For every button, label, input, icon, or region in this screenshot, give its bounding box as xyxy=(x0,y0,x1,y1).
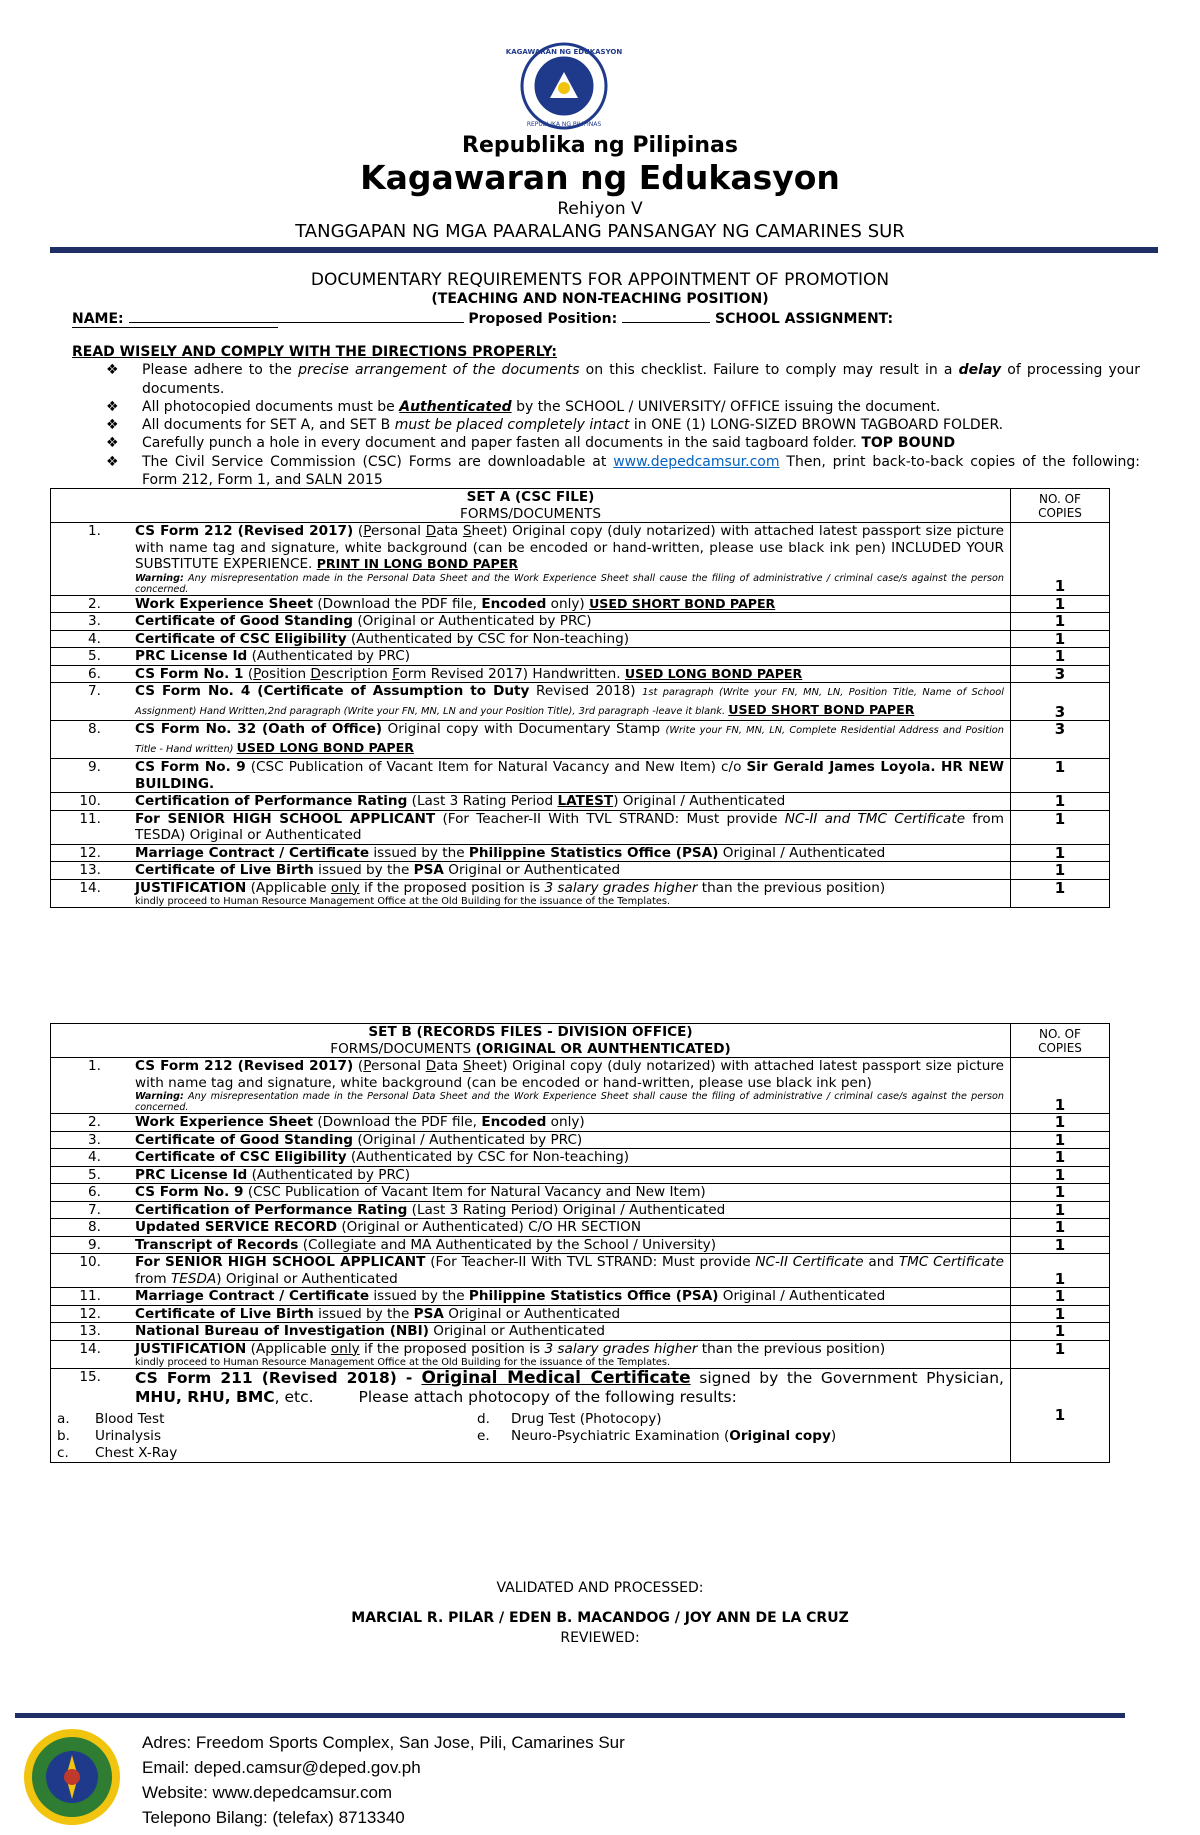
set-a-table xyxy=(50,488,1110,908)
footer-divider xyxy=(15,1713,1125,1718)
bullet-icon: ❖ xyxy=(106,417,119,434)
footer-phone: Telepono Bilang: (telefax) 8713340 xyxy=(142,1808,405,1827)
copies-value: 3 xyxy=(1011,665,1110,683)
header-department: Kagawaran ng Edukasyon xyxy=(360,158,840,197)
bullet-icon: ❖ xyxy=(106,453,119,470)
copies-value: 1 xyxy=(1011,759,1110,793)
table-row: 10. Certification of Performance Rating (Last 3 Rating Period LATEST) Original / Authenticated 1 xyxy=(51,793,1110,811)
direction-item: ❖ Carefully punch a hole in every document and paper fasten all documents in the said tagboard folder. TOP BOUND xyxy=(106,435,956,452)
bullet-icon: ❖ xyxy=(106,398,119,415)
table-row: 15. CS Form 211 (Revised 2018) - Original Medical Certificate signed by the Government Physician, MHU, RHU, BMC, etc. Please attach photocopy of the following results: a. Blood Test b. Urinalysis c. Chest X-Ray d. Drug Test (Photocopy) e. Neuro-Psychiatric Examination (Original copy) 1 xyxy=(51,1369,1110,1463)
table-row: 6. CS Form No. 1 (Position Description Form Revised 2017) Handwritten. USED LONG BOND PAPER 3 xyxy=(51,665,1110,683)
table-row: 2. Work Experience Sheet (Download the PDF file, Encoded only) 1 xyxy=(51,1114,1110,1132)
table-row: 11. Marriage Contract / Certificate issued by the Philippine Statistics Office (PSA) Original / Authenticated 1 xyxy=(51,1288,1110,1306)
copies-value: 1 xyxy=(1011,523,1110,596)
direction-item: ❖ All photocopied documents must be Authenticated by the SCHOOL / UNIVERSITY/ OFFICE issuing the document. xyxy=(106,398,941,415)
footer-address: Adres: Freedom Sports Complex, San Jose, Pili, Camarines Sur xyxy=(142,1733,625,1752)
copies-value: 1 xyxy=(1011,1254,1110,1288)
bullet-icon: ❖ xyxy=(106,435,119,452)
direction-item: ❖ The Civil Service Commission (CSC) Forms are downloadable at www.depedcamsur.com Then, print back-to-back copies of the following: Form 212, Form 1, and SALN 2015 xyxy=(106,453,1141,489)
copies-value: 1 xyxy=(1011,1236,1110,1254)
copies-value: 1 xyxy=(1011,595,1110,613)
copies-value: 1 xyxy=(1011,1288,1110,1306)
table-row: 14. JUSTIFICATION (Applicable only if the proposed position is 3 salary grades higher than the previous position) kindly proceed to Human Resource Management Office at the Old Building for the issuance of the Templates. 1 xyxy=(51,1340,1110,1369)
table-row: 11. For SENIOR HIGH SCHOOL APPLICANT (For Teacher-II With TVL STRAND: Must provide NC-II and TMC Certificate from TESDA) Original or Authenticated 1 xyxy=(51,810,1110,844)
table-row: 1. CS Form 212 (Revised 2017) (Personal Data Sheet) Original copy (duly notarized) with attached latest passport size picture with name tag and signature, white background (can be encoded or hand-written, please use black ink pen) Warning: Any misrepresentation made in the Personal Data Sheet and the Work Experience Sheet shall cause the filing of administrative / criminal case/s against the person concerned. 1 xyxy=(51,1058,1110,1114)
footer-website[interactable]: Website: www.depedcamsur.com xyxy=(142,1783,393,1802)
copies-value: NO. OF COPIES xyxy=(1011,489,1110,523)
copies-value: 1 xyxy=(1011,810,1110,844)
seal-text-top: KAGAWARAN NG EDUKASYON xyxy=(505,48,623,56)
name-position-line xyxy=(72,309,1152,327)
copies-value: 1 xyxy=(1011,1305,1110,1323)
table-row: 8. Updated SERVICE RECORD (Original or Authenticated) C/O HR SECTION 1 xyxy=(51,1219,1110,1237)
table-row: 5. PRC License Id (Authenticated by PRC) 1 xyxy=(51,1166,1110,1184)
table-row: 3. Certificate of Good Standing (Original / Authenticated by PRC) 1 xyxy=(51,1131,1110,1149)
table-row: 13. National Bureau of Investigation (NBI) Original or Authenticated 1 xyxy=(51,1323,1110,1341)
copies-value: 1 xyxy=(1011,862,1110,880)
copies-value: 1 xyxy=(1011,1058,1110,1114)
copies-value: NO. OF COPIES xyxy=(1011,1024,1110,1058)
deped-seal-logo xyxy=(505,42,623,130)
table-row: 9. CS Form No. 9 (CSC Publication of Vacant Item for Natural Vacancy and New Item) c/o Sir Gerald James Loyola. HR NEW BUILDING. 1 xyxy=(51,759,1110,793)
table-row: 10. For SENIOR HIGH SCHOOL APPLICANT (For Teacher-II With TVL STRAND: Must provide NC-II Certificate and TMC Certificate from TESDA) Original or Authenticated 1 xyxy=(51,1254,1110,1288)
table-row: 4. Certificate of CSC Eligibility (Authenticated by CSC for Non-teaching) 1 xyxy=(51,630,1110,648)
copies-value: 1 xyxy=(1011,1149,1110,1167)
table-row: 5. PRC License Id (Authenticated by PRC) 1 xyxy=(51,648,1110,666)
copies-value: 1 xyxy=(1011,1219,1110,1237)
position-label: Proposed Position: xyxy=(468,311,618,327)
copies-value: 1 xyxy=(1011,613,1110,631)
name-blank[interactable] xyxy=(129,309,464,323)
copies-value: 1 xyxy=(1011,1323,1110,1341)
seal-text-bottom: REPUBLIKA NG PILIPINAS xyxy=(526,121,602,128)
table-row: 1. CS Form 212 (Revised 2017) (Personal Data Sheet) Original copy (duly notarized) with attached latest passport size picture with name tag and signature, white background (can be encoded or hand-written, please use black ink pen) INCLUDED YOUR SUBSTITUTE EXPERIENCE. PRINT IN LONG BOND PAPER Warning: Any misrepresentation made in the Personal Data Sheet and the Work Experience Sheet shall cause the filing of administrative / criminal case/s against the person concerned. 1 xyxy=(51,523,1110,596)
copies-value: 1 xyxy=(1011,793,1110,811)
copies-value: 3 xyxy=(1011,721,1110,759)
copies-value: 1 xyxy=(1011,630,1110,648)
copies-value: 1 xyxy=(1011,648,1110,666)
copies-value: 1 xyxy=(1011,1114,1110,1132)
table-row: 7. Certification of Performance Rating (Last 3 Rating Period) Original / Authenticated 1 xyxy=(51,1201,1110,1219)
copies-value: 3 xyxy=(1011,683,1110,721)
copies-value: 1 xyxy=(1011,1184,1110,1202)
copies-value: 1 xyxy=(1011,879,1110,908)
directions xyxy=(72,343,1140,489)
table-row: 2. Work Experience Sheet (Download the PDF file, Encoded only) USED SHORT BOND PAPER 1 xyxy=(51,595,1110,613)
table-row: 8. CS Form No. 32 (Oath of Office) Original copy with Documentary Stamp (Write your FN, MN, LN, Complete Residential Address and Position Title - Hand written) USED LONG BOND PAPER 3 xyxy=(51,721,1110,759)
table-row: 14. JUSTIFICATION (Applicable only if the proposed position is 3 salary grades higher than the previous position) kindly proceed to Human Resource Management Office at the Old Building for the issuance of the Templates. 1 xyxy=(51,879,1110,908)
copies-value: 1 xyxy=(1011,1166,1110,1184)
directions-heading: READ WISELY AND COMPLY WITH THE DIRECTIONS PROPERLY: xyxy=(72,344,557,360)
website-link[interactable]: www.depedcamsur.com xyxy=(613,453,780,470)
set-a-header: SET A (CSC FILE) FORMS/DOCUMENTS xyxy=(51,489,1011,523)
copies-value: 1 xyxy=(1011,844,1110,862)
table-row: 12. Marriage Contract / Certificate issued by the Philippine Statistics Office (PSA) Original / Authenticated 1 xyxy=(51,844,1110,862)
copies-value: 1 xyxy=(1011,1369,1110,1463)
school-blank[interactable] xyxy=(72,327,278,328)
table-row: 6. CS Form No. 9 (CSC Publication of Vacant Item for Natural Vacancy and New Item) 1 xyxy=(51,1184,1110,1202)
school-label: SCHOOL ASSIGNMENT: xyxy=(715,311,894,327)
table-row: 3. Certificate of Good Standing (Original or Authenticated by PRC) 1 xyxy=(51,613,1110,631)
direction-item: ❖ All documents for SET A, and SET B must be placed completely intact in ONE (1) LONG-SIZED BROWN TAGBOARD FOLDER. xyxy=(106,417,1004,434)
doc-subtitle: (TEACHING AND NON-TEACHING POSITION) xyxy=(431,291,769,307)
header-office: TANGGAPAN NG MGA PAARALANG PANSANGAY NG CAMARINES SUR xyxy=(295,221,905,242)
name-label: NAME: xyxy=(72,311,124,327)
validated-label: VALIDATED AND PROCESSED: xyxy=(496,1580,704,1596)
bullet-icon: ❖ xyxy=(106,362,119,379)
header-divider xyxy=(50,247,1158,253)
table-row: 9. Transcript of Records (Collegiate and MA Authenticated by the School / University) 1 xyxy=(51,1236,1110,1254)
table-row: 12. Certificate of Live Birth issued by the PSA Original or Authenticated 1 xyxy=(51,1305,1110,1323)
copies-value: 1 xyxy=(1011,1340,1110,1369)
footer-email[interactable]: Email: deped.camsur@deped.gov.ph xyxy=(142,1758,421,1777)
set-b-header: SET B (RECORDS FILES - DIVISION OFFICE) FORMS/DOCUMENTS (ORIGINAL OR AUNTHENTICATED) xyxy=(51,1024,1011,1058)
header-republic: Republika ng Pilipinas xyxy=(462,133,738,158)
footer-contact xyxy=(142,1730,625,1830)
header-region: Rehiyon V xyxy=(557,199,643,219)
table-row: 7. CS Form No. 4 (Certificate of Assumption to Duty Revised 2018) 1st paragraph (Write your FN, MN, LN, Position Title, Name of School Assignment) Hand Written,2nd paragraph (Write your FN, MN, LN and your Position Title), 3rd paragraph -leave it blank. USED SHORT BOND PAPER 3 xyxy=(51,683,1110,721)
set-b-table xyxy=(50,1023,1110,1463)
table-row: 13. Certificate of Live Birth issued by the PSA Original or Authenticated 1 xyxy=(51,862,1110,880)
copies-value: 1 xyxy=(1011,1201,1110,1219)
position-blank[interactable] xyxy=(622,309,710,323)
table-row: 4. Certificate of CSC Eligibility (Authenticated by CSC for Non-teaching) 1 xyxy=(51,1149,1110,1167)
copies-value: 1 xyxy=(1011,1131,1110,1149)
signatories: MARCIAL R. PILAR / EDEN B. MACANDOG / JOY ANN DE LA CRUZ xyxy=(351,1610,849,1626)
reviewed-label: REVIEWED: xyxy=(560,1630,640,1646)
doc-title: DOCUMENTARY REQUIREMENTS FOR APPOINTMENT OF PROMOTION xyxy=(310,270,890,290)
division-seal-logo xyxy=(22,1727,122,1827)
direction-item: ❖ Please adhere to the precise arrangement of the documents on this checklist. Failure to comply may result in a delay of processing your documents. xyxy=(106,362,1140,397)
